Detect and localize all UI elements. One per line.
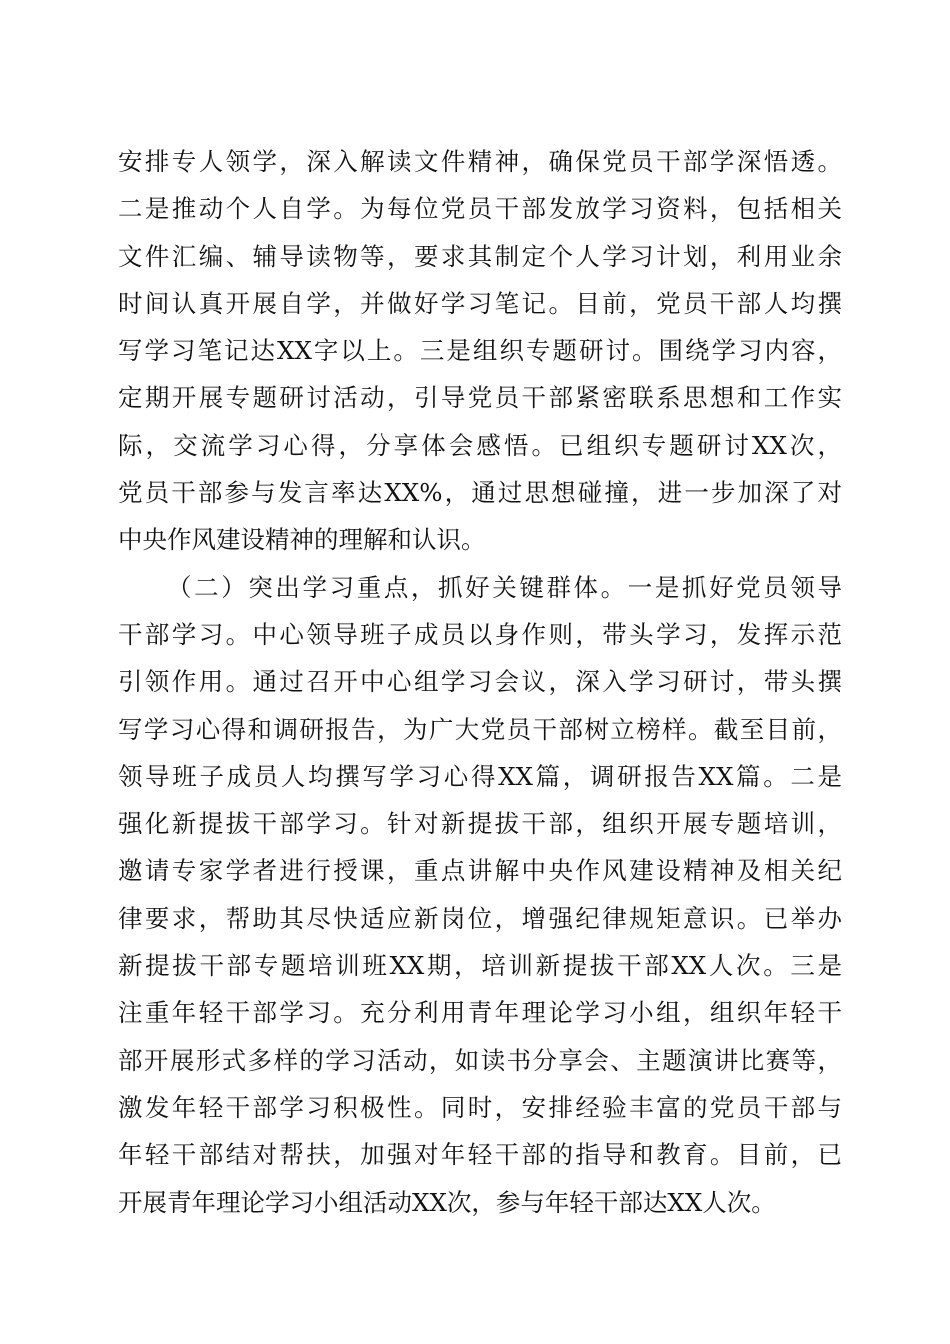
text-line: 注重年轻干部学习。充分利用青年理论学习小组，组织年轻干 [118,998,842,1028]
text-line: 二是推动个人自学。为每位党员干部发放学习资料，包括相关 [118,194,842,224]
text-line: 时间认真开展自学，并做好学习笔记。目前，党员干部人均撰 [118,288,842,318]
text-line: 中央作风建设精神的理解和认识。 [118,525,486,555]
text-line: 律要求，帮助其尽快适应新岗位，增强纪律规矩意识。已举办 [118,903,842,933]
text-line: 开展青年理论学习小组活动XX次，参与年轻干部达XX人次。 [118,1187,776,1217]
text-line: 新提拔干部专题培训班XX期，培训新提拔干部XX人次。三是 [118,951,842,981]
text-line: 引领作用。通过召开中心组学习会议，深入学习研讨，带头撰 [118,667,842,697]
text-line: 年轻干部结对帮扶，加强对年轻干部的指导和教育。目前，已 [118,1140,842,1170]
paragraph-heading-line: （二）突出学习重点，抓好关键群体。一是抓好党员领导 [167,572,842,602]
text-line: 写学习笔记达XX字以上。三是组织专题研讨。围绕学习内容， [118,336,842,366]
paragraph-2 [118,564,842,1226]
text-line: 写学习心得和调研报告，为广大党员干部树立榜样。截至目前， [118,714,842,744]
paragraph-1 [118,138,842,564]
text-line: 际，交流学习心得，分享体会感悟。已组织专题研讨XX次， [118,430,842,460]
text-line: 文件汇编、辅导读物等，要求其制定个人学习计划，利用业余 [118,241,842,271]
document-body [118,138,842,1226]
text-line: 强化新提拔干部学习。针对新提拔干部，组织开展专题培训， [118,809,842,839]
text-line: 领导班子成员人均撰写学习心得XX篇，调研报告XX篇。二是 [118,761,842,791]
text-line: 安排专人领学，深入解读文件精神，确保党员干部学深悟透。 [118,147,842,176]
text-line: 党员干部参与发言率达XX%，通过思想碰撞，进一步加深了对 [118,478,842,508]
text-line: 部开展形式多样的学习活动，如读书分享会、主题演讲比赛等， [118,1045,842,1075]
text-line: 定期开展专题研讨活动，引导党员干部紧密联系思想和工作实 [118,383,842,413]
text-line: 干部学习。中心领导班子成员以身作则，带头学习，发挥示范 [118,619,842,649]
text-line: 邀请专家学者进行授课，重点讲解中央作风建设精神及相关纪 [118,856,842,886]
text-line: 激发年轻干部学习积极性。同时，安排经验丰富的党员干部与 [118,1092,842,1122]
